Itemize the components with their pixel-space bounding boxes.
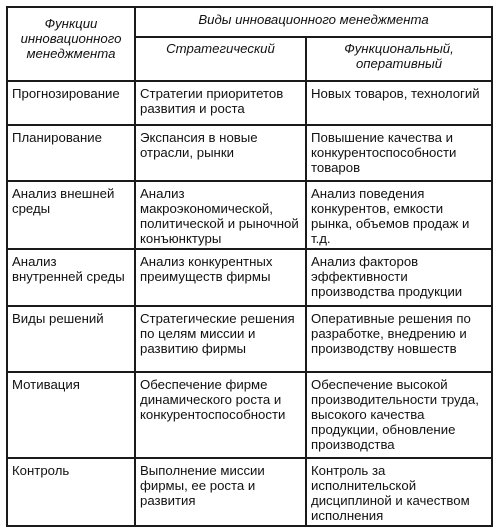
table-row <box>7 181 492 249</box>
header-types: Виды инновационного менеджмента <box>135 7 492 37</box>
header-functions: Функции инновационного менеджмента <box>7 7 135 81</box>
header-strategic: Стратегический <box>135 37 306 81</box>
function-cell: Анализ внутренней среды <box>7 249 135 306</box>
header-functional: Функциональный, оперативный <box>306 37 492 81</box>
function-cell: Мотивация <box>7 372 135 458</box>
table-row <box>7 306 492 372</box>
functional-cell: Анализ поведения конкурентов, емкости рынка, объемов продаж и т.д. <box>306 181 492 249</box>
functional-cell: Обеспечение высокой производительности труда, высокого качества продукции, обновление производства <box>306 372 492 458</box>
strategic-cell: Экспансия в новые отрасли, рынки <box>135 125 306 181</box>
header-row-top <box>7 7 492 37</box>
strategic-cell: Стратегические решения по целям миссии и развитию фирмы <box>135 306 306 372</box>
strategic-cell: Выполнение миссии фирмы, ее роста и развития <box>135 458 306 526</box>
functional-cell: Оперативные решения по разработке, внедрению и производству новшеств <box>306 306 492 372</box>
table-row <box>7 458 492 526</box>
strategic-cell: Обеспечение фирме динамического роста и конкурентоспособности <box>135 372 306 458</box>
table-row <box>7 81 492 125</box>
functional-cell: Контроль за исполнительской дисциплиной и качеством исполнения <box>306 458 492 526</box>
function-cell: Планирование <box>7 125 135 181</box>
strategic-cell: Анализ конкурентных преимуществ фирмы <box>135 249 306 306</box>
table-container <box>6 6 491 527</box>
function-cell: Прогнозирование <box>7 81 135 125</box>
functional-cell: Повышение качества и конкурентоспособности товаров <box>306 125 492 181</box>
functional-cell: Новых товаров, технологий <box>306 81 492 125</box>
function-cell: Контроль <box>7 458 135 526</box>
table-row <box>7 249 492 306</box>
table-row <box>7 372 492 458</box>
functional-cell: Анализ факторов эффективности производства продукции <box>306 249 492 306</box>
function-cell: Виды решений <box>7 306 135 372</box>
strategic-cell: Стратегии приоритетов развития и роста <box>135 81 306 125</box>
table-row <box>7 125 492 181</box>
function-cell: Анализ внешней среды <box>7 181 135 249</box>
innovation-management-table <box>6 6 493 527</box>
strategic-cell: Анализ макроэкономической, политической и рыночной конъюнктуры <box>135 181 306 249</box>
